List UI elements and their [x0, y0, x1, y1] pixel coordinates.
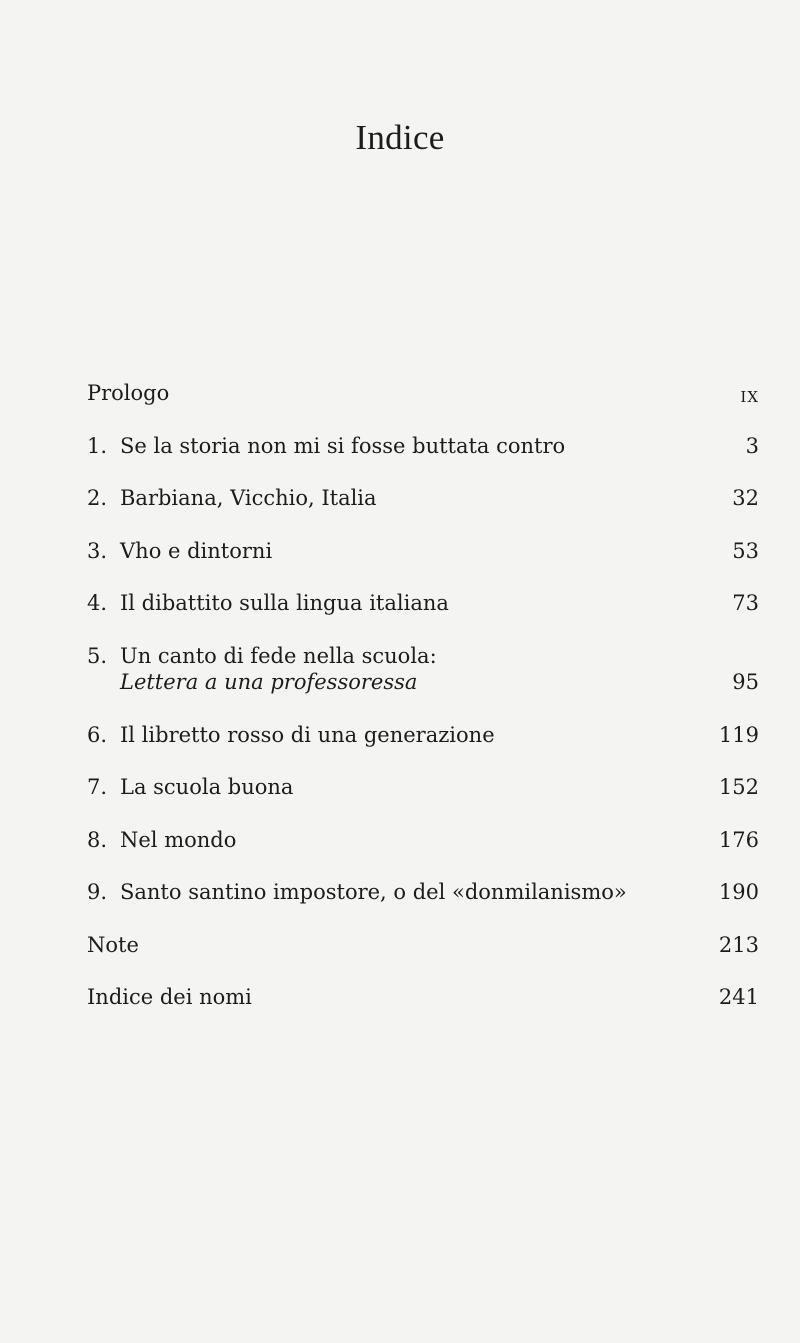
toc-entry-number: 7. [87, 775, 108, 799]
toc-entry-title: Nel mondo [120, 828, 237, 852]
toc-entry-title: Barbiana, Vicchio, Italia [120, 486, 377, 510]
toc-entry-title: Un canto di fede nella scuola: [120, 644, 437, 668]
toc-entry-page: IX [740, 388, 759, 406]
toc-entry-number: 3. [87, 539, 108, 563]
toc-entry-page: 95 [732, 670, 759, 694]
toc-entry-title: Il dibattito sulla lingua italiana [120, 591, 449, 615]
toc-entry-title: Santo santino impostore, o del «donmilanismo» [120, 880, 627, 904]
toc-entry-title-block [120, 643, 437, 695]
toc-entry-number: 5. [87, 644, 108, 668]
toc-entry-number: 8. [87, 828, 108, 852]
toc-entry-number: 6. [87, 723, 108, 747]
toc-entry-title: La scuola buona [120, 775, 294, 799]
toc-entry-page: 152 [718, 775, 759, 799]
toc-entry-number: 9. [87, 880, 108, 904]
toc-entry-title: Il libretto rosso di una generazione [120, 723, 495, 747]
toc-entry-page: 32 [732, 486, 759, 510]
toc-entry-title: Se la storia non mi si fosse buttata contro [120, 434, 566, 458]
toc-entry-page: 176 [718, 828, 759, 852]
page-title: Indice [355, 118, 445, 157]
toc-entry-number: 4. [87, 591, 108, 615]
toc-entry-page: 213 [718, 933, 759, 957]
toc-entry-number: 2. [87, 486, 108, 510]
toc-entry-page: 53 [732, 539, 759, 563]
toc-entry-subtitle: Lettera a una professoressa [120, 670, 418, 694]
toc-entry-page: 190 [718, 880, 759, 904]
toc-entry-title: Prologo [87, 381, 170, 405]
toc-entry-page: 73 [732, 591, 759, 615]
toc-entry-number: 1. [87, 434, 108, 458]
toc-entry-page: 3 [745, 434, 759, 458]
toc-entry-page: 119 [718, 723, 759, 747]
toc-entry-title: Note [87, 933, 139, 957]
toc-entry-title: Indice dei nomi [87, 985, 252, 1009]
toc-entry-title: Vho e dintorni [120, 539, 273, 563]
toc-entry-page: 241 [718, 985, 759, 1009]
